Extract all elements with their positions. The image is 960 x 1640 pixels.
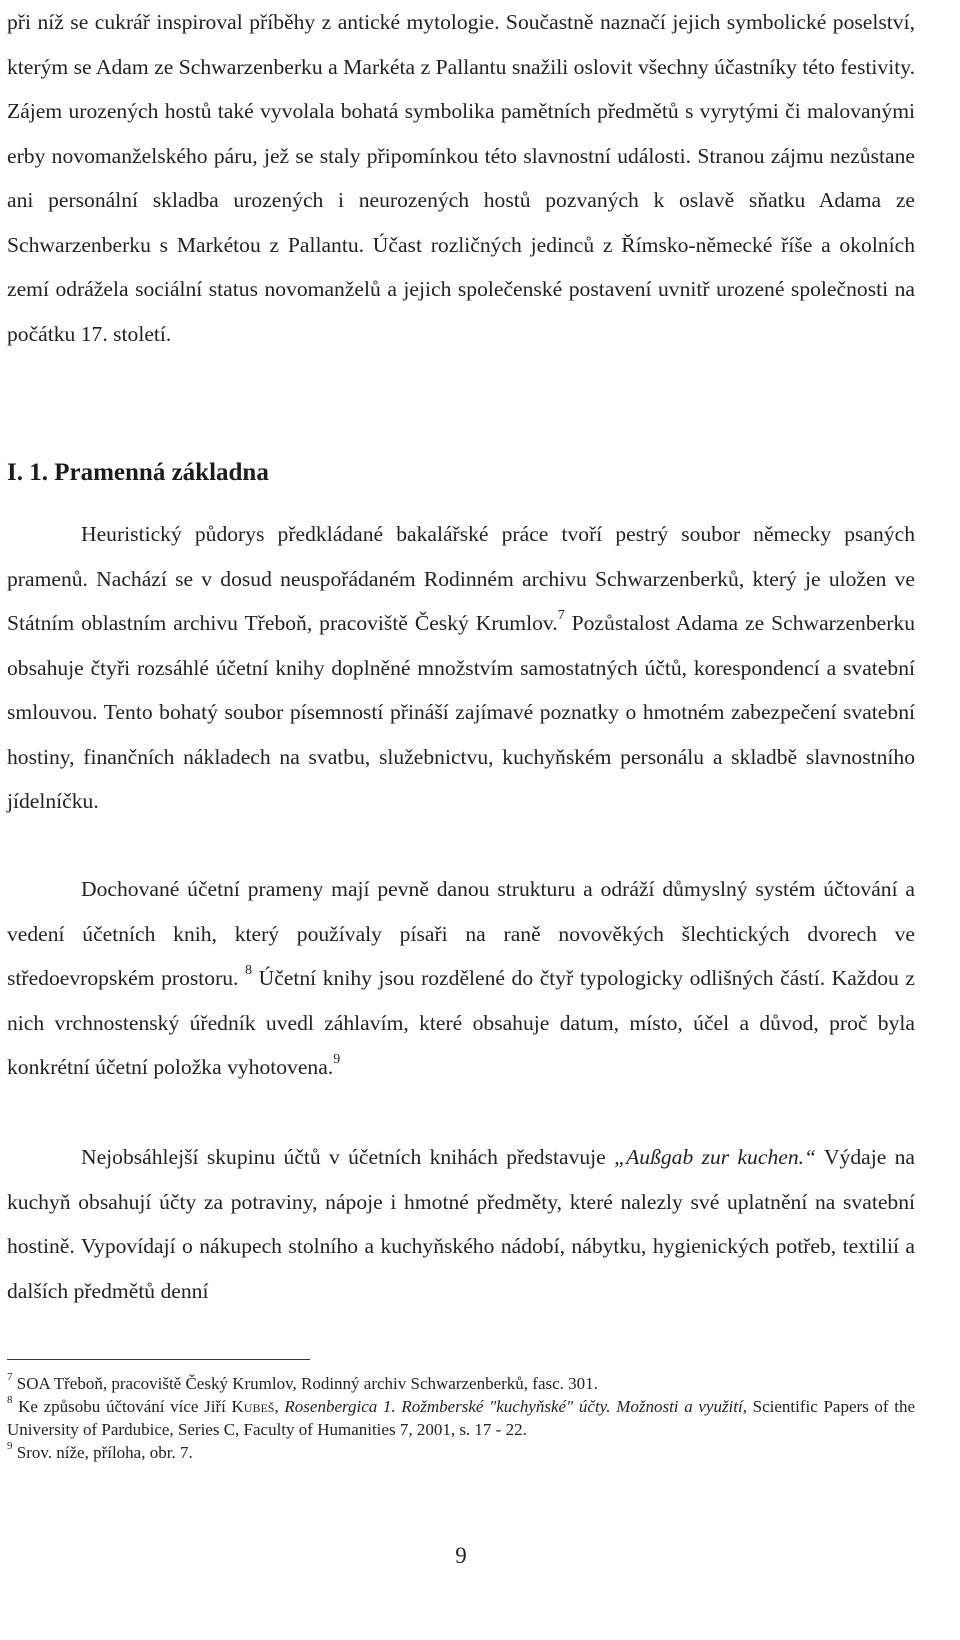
footnote-number: 8 [7,1394,13,1407]
footnote-reference[interactable]: 9 [333,1051,341,1067]
section-heading: I. 1. Pramenná základna [7,459,269,486]
footnote-7 [7,1372,915,1395]
footnote-text: , Scientific Papers of the University of Pardubice, Series C, Faculty of Humanities 7, 2001, s. 17 - 22. [7,1397,916,1439]
body-paragraph-sources [7,512,915,824]
footnote-italic-title: Rosenbergica 1. Rožmberské "kuchyňské" účty. Možnosti a využití [284,1397,743,1416]
footnote-author: Kubeš [231,1397,275,1416]
body-paragraph-intro: při níž se cukrář inspiroval příběhy z antické mytologie. Součastně naznačí jejich symbolické poselství, kterým se Adam ze Schwarzenberku a Markéta z Pallantu snažili oslovit všechny účastníky této festivity. Zájem urozených hostů také vyvolala bohatá symbolika pamětních předmětů s vyrytými či malovanými erby novomanželského páru, jež se staly připomínkou této slavnostní události. Stranou zájmu nezůstane ani personální skladba urozených i neurozených hostů pozvaných k oslavě sňatku Adama ze Schwarzenberku s Markétou z Pallantu. Účast rozličných jedinců z Římsko-německé říše a okolních zemí odrážela sociální status novomanželů a jejich společenské postavení uvnitř urozené společnosti na počátku 17. století. [7,10,915,346]
footnote-text: , [274,1397,285,1416]
paragraph-text: Nejobsáhlejší skupinu účtů v účetních knihách představuje [81,1145,615,1169]
body-paragraph-accounts [7,867,915,1090]
footnote-8 [7,1395,915,1441]
body-paragraph-kitchen [7,1135,915,1313]
paragraph-text: Heuristický půdorys předkládané bakalářské práce tvoří pestrý soubor německy psaných pramenů. Nachází se v dosud neuspořádaném Rodinném archivu Schwarzenberků, který je uložen ve Státním oblastním archivu Třeboň, pracoviště Český Krumlov. [7,522,915,635]
paragraph-text: Pozůstalost Adama ze Schwarzenberku obsahuje čtyři rozsáhlé účetní knihy doplněné množstvím samostatných účtů, korespondencí a svatební smlouvou. Tento bohatý soubor písemností přináší zajímavé poznatky o hmotném zabezpečení svatební hostiny, finančních nákladech na svatbu, služebnictvu, kuchyňském personálu a skladbě slavnostního jídelníčku. [7,611,915,813]
page-number: 9 [455,1543,467,1568]
footnote-number: 9 [7,1440,13,1453]
footnote-reference[interactable]: 7 [557,607,565,623]
footnote-9 [7,1441,915,1464]
footnote-text: SOA Třeboň, pracoviště Český Krumlov, Rodinný archiv Schwarzenberků, fasc. 301. [12,1374,598,1393]
italic-source-title: „Außgab zur kuchen.“ [614,1145,817,1169]
paragraph-text: Účetní knihy jsou rozdělené do čtyř typologicky odlišných částí. Každou z nich vrchnostenský úředník uvedl záhlavím, které obsahuje datum, místo, účel a důvod, proč byla konkrétní účetní položka vyhotovena. [7,966,915,1079]
paragraph-text: Výdaje na kuchyň obsahují účty za potraviny, nápoje i hmotné předměty, které nalezly své uplatnění na svatební hostině. Vypovídají o nákupech stolního a kuchyňského nádobí, nábytku, hygienických potřeb, textilií a dalších předmětů denní [7,1145,915,1303]
footnote-separator [7,1359,310,1360]
footnote-reference[interactable]: 8 [245,962,253,978]
footnotes-section [7,1372,915,1464]
footnote-text: Srov. níže, příloha, obr. 7. [12,1443,193,1462]
document-page [7,0,915,1640]
footnote-text: Ke způsobu účtování více Jiří [12,1397,232,1416]
paragraph-text: Dochované účetní prameny mají pevně danou strukturu a odráží důmyslný systém účtování a vedení účetních knih, který používaly písaři na raně novověkých šlechtických dvorech ve středoevropském prostoru. [7,877,915,990]
footnote-number: 7 [7,1371,13,1384]
